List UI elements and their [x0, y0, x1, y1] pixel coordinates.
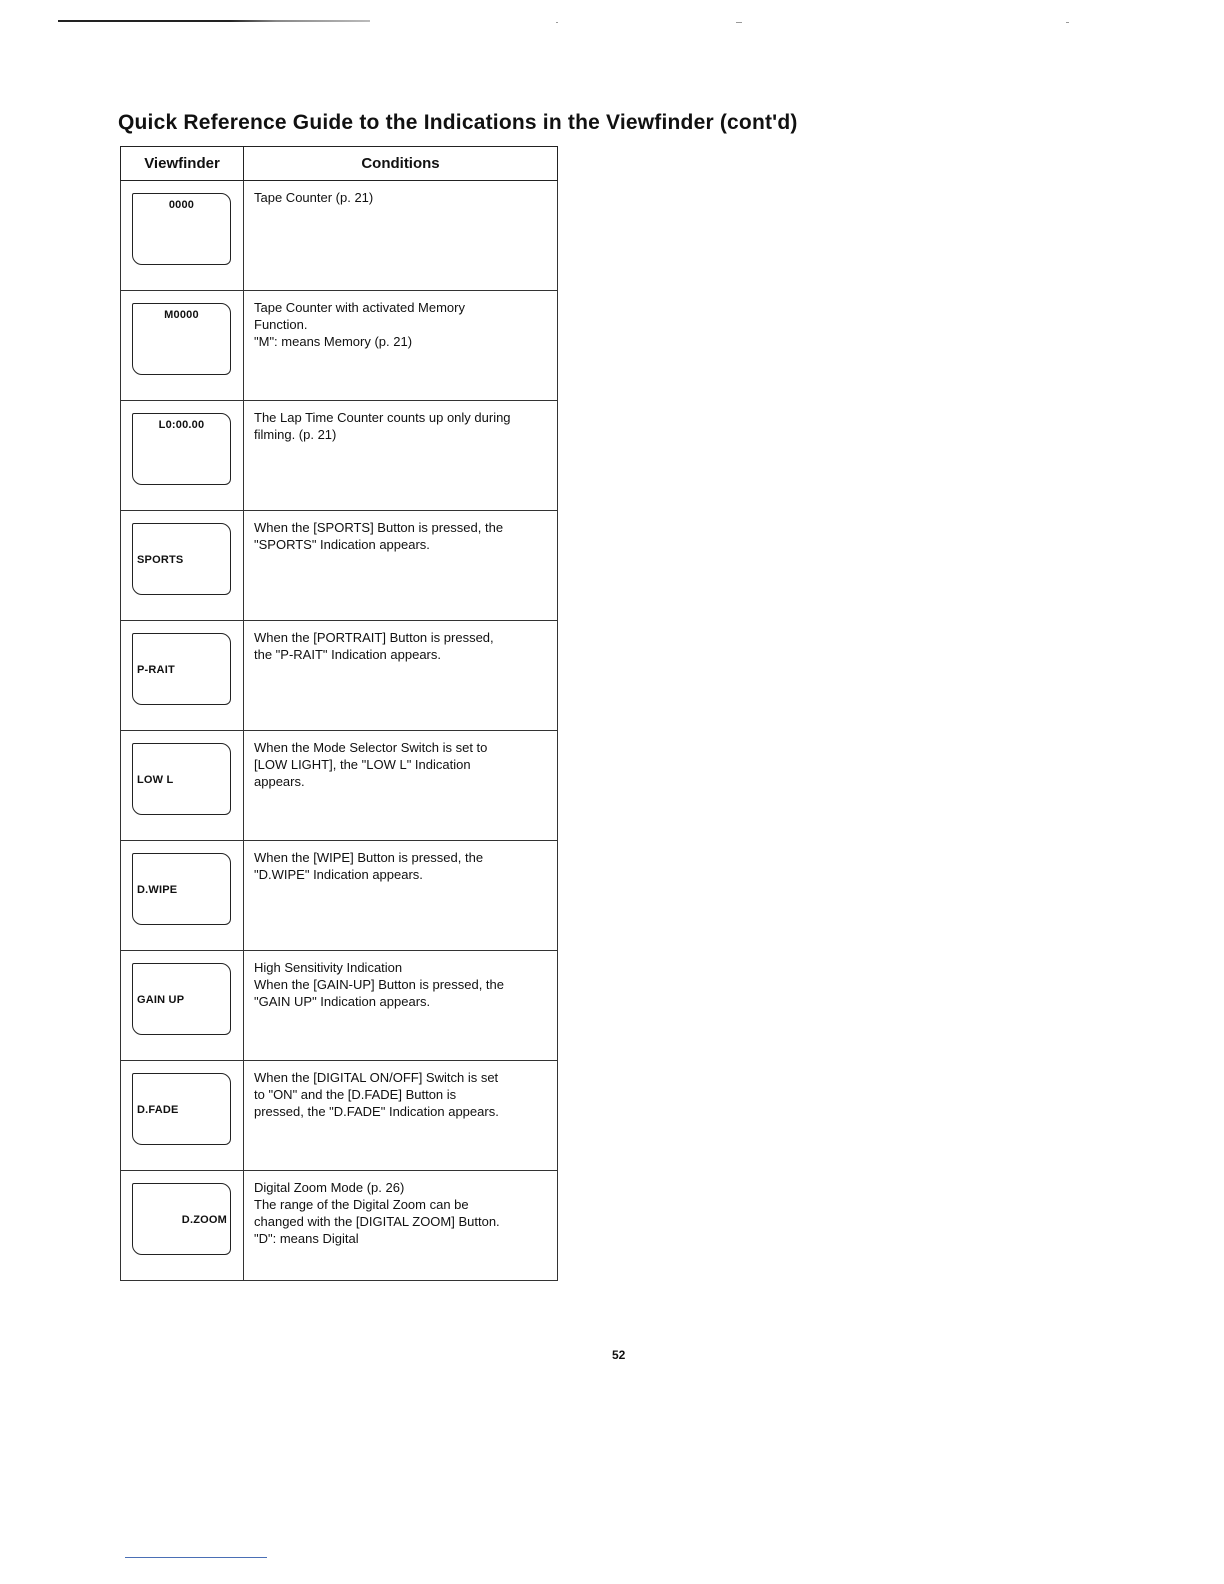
table-row: [121, 731, 558, 841]
condition-text-line: When the [GAIN-UP] Button is pressed, the: [254, 977, 505, 992]
viewfinder-cell: [121, 1061, 244, 1171]
condition-cell: [244, 1171, 558, 1281]
viewfinder-cell: [121, 951, 244, 1061]
table-row: [121, 621, 558, 731]
condition-cell: [244, 1061, 558, 1171]
table-body: [121, 181, 558, 1281]
table-row: [121, 291, 558, 401]
table-row: [121, 951, 558, 1061]
table-row: [121, 1171, 558, 1281]
viewfinder-cell: [121, 621, 244, 731]
viewfinder-indication: SPORTS: [137, 554, 184, 566]
viewfinder-indication: GAIN UP: [137, 994, 185, 1006]
condition-text-line: "M": means Memory (p. 21): [254, 334, 413, 349]
page-number: 52: [612, 1348, 626, 1362]
condition-text-line: the "P-RAIT" Indication appears.: [254, 647, 441, 662]
top-dash: [736, 22, 742, 23]
condition-text-line: High Sensitivity Indication: [254, 960, 403, 975]
top-dash: [1066, 22, 1069, 23]
condition-cell: [244, 621, 558, 731]
table-row: [121, 401, 558, 511]
viewfinder-cell: [121, 1171, 244, 1281]
viewfinder-screen-icon: [132, 963, 231, 1035]
condition-text-line: When the [DIGITAL ON/OFF] Switch is set: [254, 1070, 499, 1085]
condition-text-line: to "ON" and the [D.FADE] Button is: [254, 1087, 457, 1102]
viewfinder-cell: [121, 841, 244, 951]
viewfinder-cell: [121, 401, 244, 511]
condition-text-line: Tape Counter with activated Memory: [254, 300, 465, 315]
bottom-rule: [125, 1557, 267, 1558]
viewfinder-screen-icon: [132, 633, 231, 705]
table-header-row: [121, 147, 558, 181]
top-dash: [556, 22, 558, 23]
condition-text-line: "D.WIPE" Indication appears.: [254, 867, 423, 882]
viewfinder-indication: D.FADE: [137, 1104, 179, 1116]
table-row: [121, 1061, 558, 1171]
condition-text-line: "GAIN UP" Indication appears.: [254, 994, 431, 1009]
condition-cell: [244, 401, 558, 511]
condition-text-line: [LOW LIGHT], the "LOW L" Indication: [254, 757, 471, 772]
viewfinder-screen-icon: [132, 853, 231, 925]
condition-text-line: Function.: [254, 317, 308, 332]
condition-cell: [244, 951, 558, 1061]
viewfinder-screen-icon: [132, 743, 231, 815]
table-row: [121, 181, 558, 291]
viewfinder-indication: LOW L: [137, 774, 174, 786]
condition-cell: [244, 841, 558, 951]
condition-cell: [244, 511, 558, 621]
viewfinder-indication: M0000: [164, 309, 199, 321]
viewfinder-screen-icon: [132, 193, 231, 265]
viewfinder-indication: 0000: [168, 199, 195, 211]
condition-text-line: filming. (p. 21): [254, 427, 337, 442]
condition-text-line: The Lap Time Counter counts up only during: [254, 410, 511, 425]
condition-text-line: When the [WIPE] Button is pressed, the: [254, 850, 484, 865]
viewfinder-screen-icon: [132, 523, 231, 595]
viewfinder-indication: P-RAIT: [137, 664, 175, 676]
condition-text-line: pressed, the "D.FADE" Indication appears.: [254, 1104, 499, 1119]
viewfinder-screen-icon: [132, 1183, 231, 1255]
condition-text-line: When the [SPORTS] Button is pressed, the: [254, 520, 504, 535]
condition-cell: [244, 291, 558, 401]
viewfinder-indication: L0:00.00: [158, 419, 205, 431]
condition-text-line: changed with the [DIGITAL ZOOM] Button.: [254, 1214, 500, 1229]
table-row: [121, 841, 558, 951]
condition-text-line: When the Mode Selector Switch is set to: [254, 740, 488, 755]
condition-cell: [244, 181, 558, 291]
condition-text-line: Digital Zoom Mode (p. 26): [254, 1180, 405, 1195]
condition-text-line: "D": means Digital: [254, 1231, 359, 1246]
viewfinder-indication: D.WIPE: [137, 884, 178, 896]
reference-table: [120, 146, 558, 1281]
condition-text-line: appears.: [254, 774, 305, 789]
viewfinder-column-header: Viewfinder: [121, 147, 244, 181]
viewfinder-screen-icon: [132, 303, 231, 375]
condition-text-line: Tape Counter (p. 21): [254, 190, 374, 205]
page-title: Quick Reference Guide to the Indications in the Viewfinder (cont'd): [118, 111, 798, 134]
viewfinder-cell: [121, 291, 244, 401]
viewfinder-cell: [121, 731, 244, 841]
viewfinder-screen-icon: [132, 1073, 231, 1145]
viewfinder-cell: [121, 181, 244, 291]
condition-cell: [244, 731, 558, 841]
table-row: [121, 511, 558, 621]
conditions-column-header: Conditions: [244, 147, 558, 181]
condition-text-line: When the [PORTRAIT] Button is pressed,: [254, 630, 494, 645]
condition-text-line: The range of the Digital Zoom can be: [254, 1197, 469, 1212]
viewfinder-screen-icon: [132, 413, 231, 485]
viewfinder-cell: [121, 511, 244, 621]
viewfinder-indication: D.ZOOM: [181, 1214, 227, 1226]
condition-text-line: "SPORTS" Indication appears.: [254, 537, 430, 552]
top-rule: [58, 20, 370, 22]
